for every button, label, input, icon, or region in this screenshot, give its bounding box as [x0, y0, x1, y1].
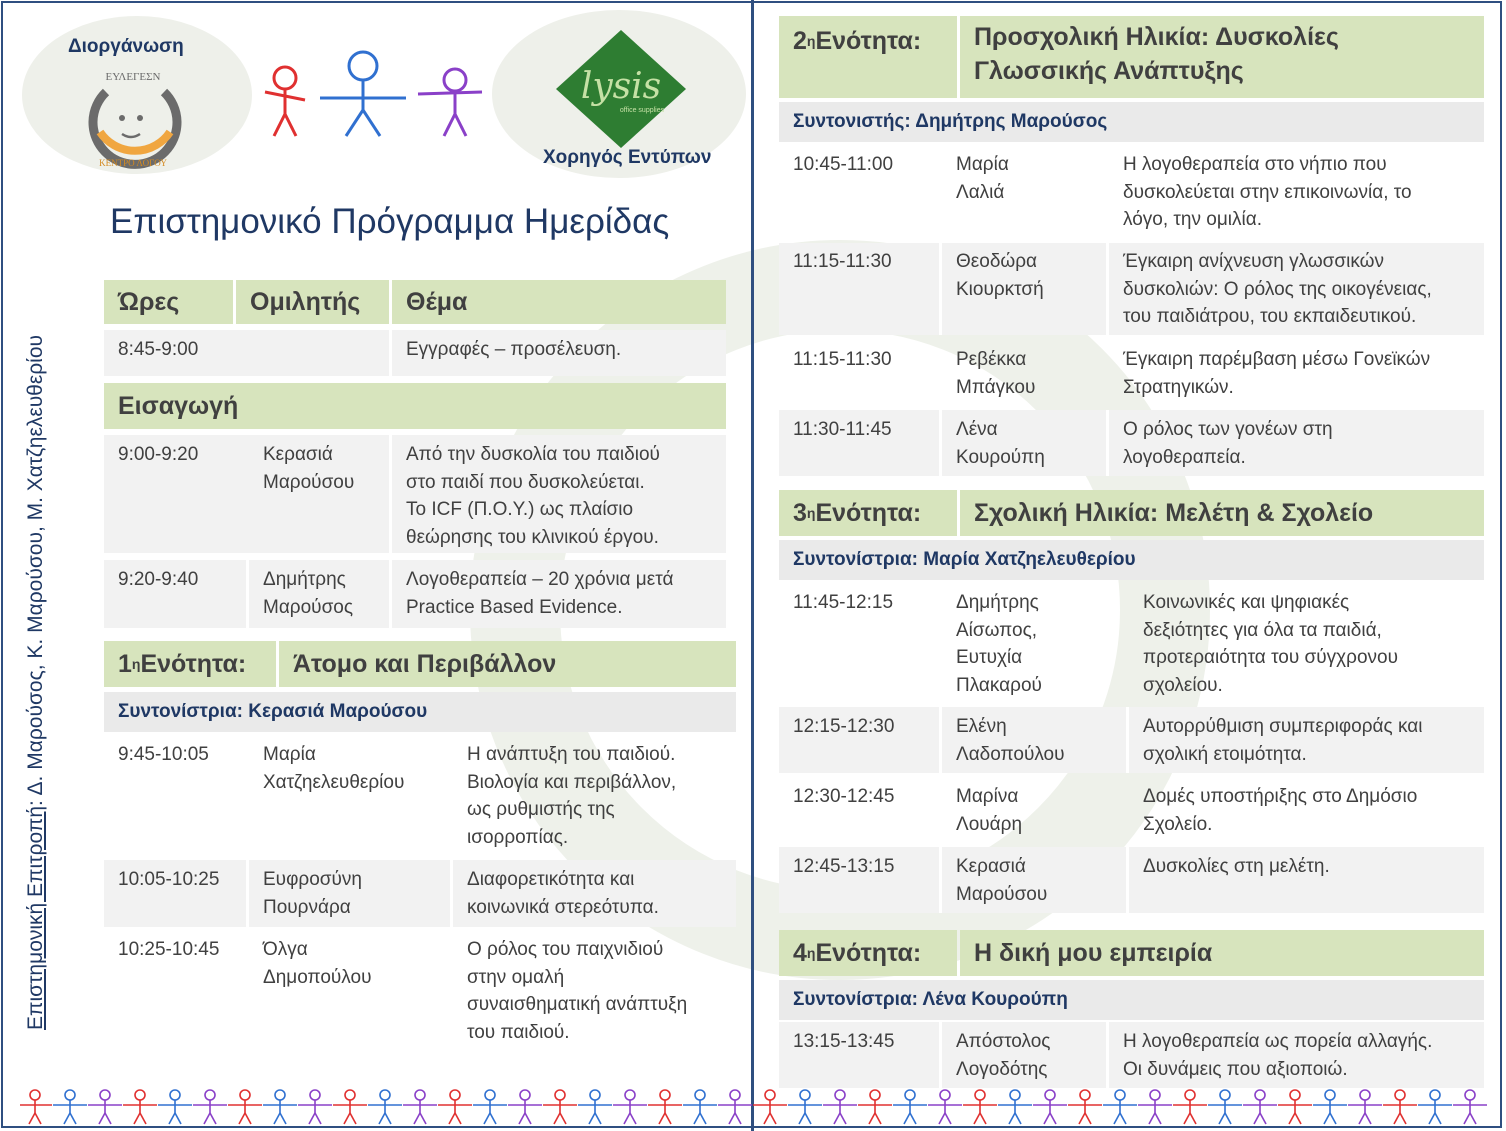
separator: [389, 560, 392, 628]
separator: [389, 330, 392, 376]
organizer-logo-sub: ΚΕΝΤΡΟ ΛΟΓΟΥ: [99, 158, 167, 168]
footer-figure: [753, 1090, 787, 1124]
footer-figure: [928, 1090, 962, 1124]
footer-figure: [1313, 1090, 1347, 1124]
footer-figure: [1033, 1090, 1067, 1124]
section-3-moderator: Συντονίστρια: Μαρία Χατζηελευθερίου: [779, 540, 1484, 580]
footer-figure: [88, 1090, 122, 1124]
sponsor-label: Χορηγός Εντύπων: [543, 147, 712, 168]
section-4-label: 4 η Ενότητα:: [779, 930, 957, 976]
s1-row-2-topic: Διαφορετικότητα και κοινωνικά στερεότυπα.: [467, 869, 659, 918]
s1-row-3-speaker: Όλγα Δημοπούλου: [263, 939, 372, 988]
section-2-label-fill: [779, 66, 957, 98]
footer-figure: [298, 1090, 332, 1124]
footer-figure: [1103, 1090, 1137, 1124]
footer-figure: [788, 1090, 822, 1124]
footer-figure: [613, 1090, 647, 1124]
s2-row-4-speaker: Λένα Κουρούπη: [956, 419, 1045, 468]
organizer-logo-text: ΕΥΛΕΓΕΣΝ: [105, 71, 161, 83]
footer-figure: [403, 1090, 437, 1124]
intro-row-2-speaker: Δημήτρης Μαρούσος: [263, 569, 354, 618]
s2-row-2-speaker: Θεοδώρα Κιουρκτσή: [956, 251, 1044, 300]
footer-figure: [683, 1090, 717, 1124]
children-illustration: [250, 48, 490, 148]
s3-row-2-time: 12:15-12:30: [793, 716, 895, 737]
section-3-title: Σχολική Ηλικία: Μελέτη & Σχολείο: [960, 490, 1484, 536]
footer-figure: [368, 1090, 402, 1124]
separator: [1126, 707, 1129, 773]
s1-row-1-speaker: Μαρία Χατζηελευθερίου: [263, 744, 405, 793]
footer-figure: [1138, 1090, 1172, 1124]
footer-figure: [158, 1090, 192, 1124]
footer-figures-strip: [20, 1086, 1490, 1126]
section-1-label: 1 η Ενότητα:: [104, 641, 276, 687]
footer-figure: [193, 1090, 227, 1124]
intro-row-1-topic: Από την δυσκολία του παιδιού στο παιδί που δυσκολεύεται. Το ICF (Π.Ο.Υ.) ως πλαίσιο θεώρησης του κλινικού έργου.: [406, 444, 660, 548]
organizer-logo: [78, 62, 188, 172]
s3-row-3-speaker: Μαρίνα Λουάρη: [956, 786, 1023, 835]
separator: [1106, 410, 1109, 476]
s3-row-4-topic: Δυσκολίες στη μελέτη.: [1143, 856, 1330, 877]
s4-row-1-topic: Η λογοθεραπεία ως πορεία αλλαγής. Οι δυνάμεις που αξιοποιώ.: [1123, 1031, 1433, 1080]
separator: [939, 410, 942, 476]
section-3-label: 3 η Ενότητα:: [779, 490, 957, 536]
separator: [939, 847, 942, 913]
footer-figure: [858, 1090, 892, 1124]
intro-row-1-time: 9:00-9:20: [118, 444, 199, 465]
footer-figure: [1243, 1090, 1277, 1124]
footer-figure: [1453, 1090, 1487, 1124]
separator: [1106, 243, 1109, 335]
s2-row-2-topic: Έγκαιρη ανίχνευση γλωσσικών δυσκολιών: Ο ρόλος της οικογένειας, του παιδιάτρου, του εκπαιδευτικού.: [1123, 251, 1432, 327]
footer-figure: [648, 1090, 682, 1124]
section-1-moderator: Συντονίστρια: Κερασιά Μαρούσου: [104, 692, 736, 732]
section-2-moderator: Συντονιστής: Δημήτρης Μαρούσος: [779, 102, 1484, 142]
s2-row-3-topic: Έγκαιρη παρέμβαση μέσω Γονεϊκών Στρατηγικών.: [1123, 349, 1431, 398]
section-4-title: Η δική μου εμπειρία: [960, 930, 1484, 976]
s1-row-3-time: 10:25-10:45: [118, 939, 220, 960]
footer-figure: [578, 1090, 612, 1124]
section-2-title: Προσχολική Ηλικία: Δυσκολίες Γλωσσικής Ανάπτυξης: [960, 16, 1484, 98]
s3-row-4-time: 12:45-13:15: [793, 856, 895, 877]
footer-figure: [20, 1090, 52, 1124]
s1-row-2-speaker: Ευφροσύνη Πουρνάρα: [263, 869, 362, 918]
page-title: Επιστημονικό Πρόγραμμα Ημερίδας: [110, 202, 670, 241]
footer-figure: [543, 1090, 577, 1124]
footer-figure: [508, 1090, 542, 1124]
footer-figure: [893, 1090, 927, 1124]
s2-row-1-speaker: Μαρία Λαλιά: [956, 154, 1009, 203]
separator: [389, 435, 392, 553]
s2-row-3-speaker: Ρεβέκκα Μπάγκου: [956, 349, 1036, 398]
s3-row-2-speaker: Ελένη Λαδοπούλου: [956, 716, 1065, 765]
registration-topic: Εγγραφές – προσέλευση.: [406, 339, 622, 360]
col-header-hours: Ώρες: [104, 280, 233, 324]
s3-row-3-time: 12:30-12:45: [793, 786, 895, 807]
s3-row-1-topic: Κοινωνικές και ψηφιακές δεξιότητες για όλα τα παιδιά, προτεραιότητα του σύγχρονου σχολείου.: [1143, 592, 1398, 696]
footer-figure: [1173, 1090, 1207, 1124]
s1-row-3-topic: Ο ρόλος του παιχνιδιού στην ομαλή συναισθηματική ανάπτυξη του παιδιού.: [467, 939, 688, 1043]
intro-header: Εισαγωγή: [104, 383, 726, 429]
col-header-speaker: Ομιλητής: [236, 280, 389, 324]
section-4-moderator: Συντονίστρια: Λένα Κουρούπη: [779, 980, 1484, 1020]
footer-figure: [263, 1090, 297, 1124]
footer-figure: [823, 1090, 857, 1124]
footer-figure: [123, 1090, 157, 1124]
s2-row-3-time: 11:15-11:30: [793, 349, 892, 370]
footer-figure: [228, 1090, 262, 1124]
column-divider: [751, 0, 754, 1131]
sponsor-logo-sub: office supplies: [619, 107, 665, 114]
col-header-topic: Θέμα: [392, 280, 726, 324]
s2-row-1-time: 10:45-11:00: [793, 154, 894, 175]
s2-row-2-time: 11:15-11:30: [793, 251, 892, 272]
s1-row-2-time: 10:05-10:25: [118, 869, 220, 890]
separator: [246, 860, 249, 927]
separator: [1106, 1022, 1109, 1088]
intro-row-2-topic: Λογοθεραπεία – 20 χρόνια μετά Practice Based Evidence.: [406, 569, 674, 618]
intro-row-2-time: 9:20-9:40: [118, 569, 199, 590]
separator: [450, 860, 453, 927]
footer-figure: [1418, 1090, 1452, 1124]
s2-row-1-topic: Η λογοθεραπεία στο νήπιο που δυσκολεύεται στην επικοινωνία, το λόγο, την ομιλία.: [1123, 154, 1412, 230]
s1-row-1-topic: Η ανάπτυξη του παιδιού. Βιολογία και περιβάλλον, ως ρυθμιστής της ισορροπίας.: [467, 744, 677, 848]
s1-row-1-time: 9:45-10:05: [118, 744, 209, 765]
separator: [939, 1022, 942, 1088]
intro-row-1-speaker: Κερασιά Μαρούσου: [263, 444, 355, 493]
sponsor-logo: [552, 28, 690, 150]
separator: [939, 707, 942, 773]
footer-figure: [1068, 1090, 1102, 1124]
registration-time: 8:45-9:00: [118, 339, 199, 360]
footer-figure: [473, 1090, 507, 1124]
section-2-label: 2 η Ενότητα:: [779, 16, 957, 66]
separator: [246, 560, 249, 628]
footer-figure: [438, 1090, 472, 1124]
s3-row-2-topic: Αυτορρύθμιση συμπεριφοράς και σχολική ετοιμότητα.: [1143, 716, 1423, 765]
footer-figure: [998, 1090, 1032, 1124]
organizer-label: Διοργάνωση: [68, 36, 184, 57]
sponsor-logo-text: lysis: [580, 66, 662, 107]
s3-row-3-topic: Δομές υποστήριξης στο Δημόσιο Σχολείο.: [1143, 786, 1418, 835]
footer-figure: [53, 1090, 87, 1124]
footer-figure: [1278, 1090, 1312, 1124]
section-1-title: Άτομο και Περιβάλλον: [279, 641, 736, 687]
footer-figure: [718, 1090, 752, 1124]
footer-figure: [1348, 1090, 1382, 1124]
s3-row-4-speaker: Κερασιά Μαρούσου: [956, 856, 1048, 905]
s4-row-1-time: 13:15-13:45: [793, 1031, 895, 1052]
s3-row-1-speaker: Δημήτρης Αίσωπος, Ευτυχία Πλακαρού: [956, 592, 1042, 696]
s4-row-1-speaker: Απόστολος Λογοδότης: [956, 1031, 1051, 1080]
scientific-committee: Επιστημονική Επιτροπή: Δ. Μαρούσος, Κ. Μαρούσου, Μ. Χατζηελευθερίου: [24, 335, 47, 1030]
footer-figure: [1383, 1090, 1417, 1124]
s2-row-4-topic: Ο ρόλος των γονέων στη λογοθεραπεία.: [1123, 419, 1333, 468]
footer-figure: [963, 1090, 997, 1124]
footer-figure: [333, 1090, 367, 1124]
footer-figure: [1208, 1090, 1242, 1124]
s3-row-1-time: 11:45-12:15: [793, 592, 894, 613]
separator: [1126, 847, 1129, 913]
s2-row-4-time: 11:30-11:45: [793, 419, 892, 440]
separator: [939, 243, 942, 335]
